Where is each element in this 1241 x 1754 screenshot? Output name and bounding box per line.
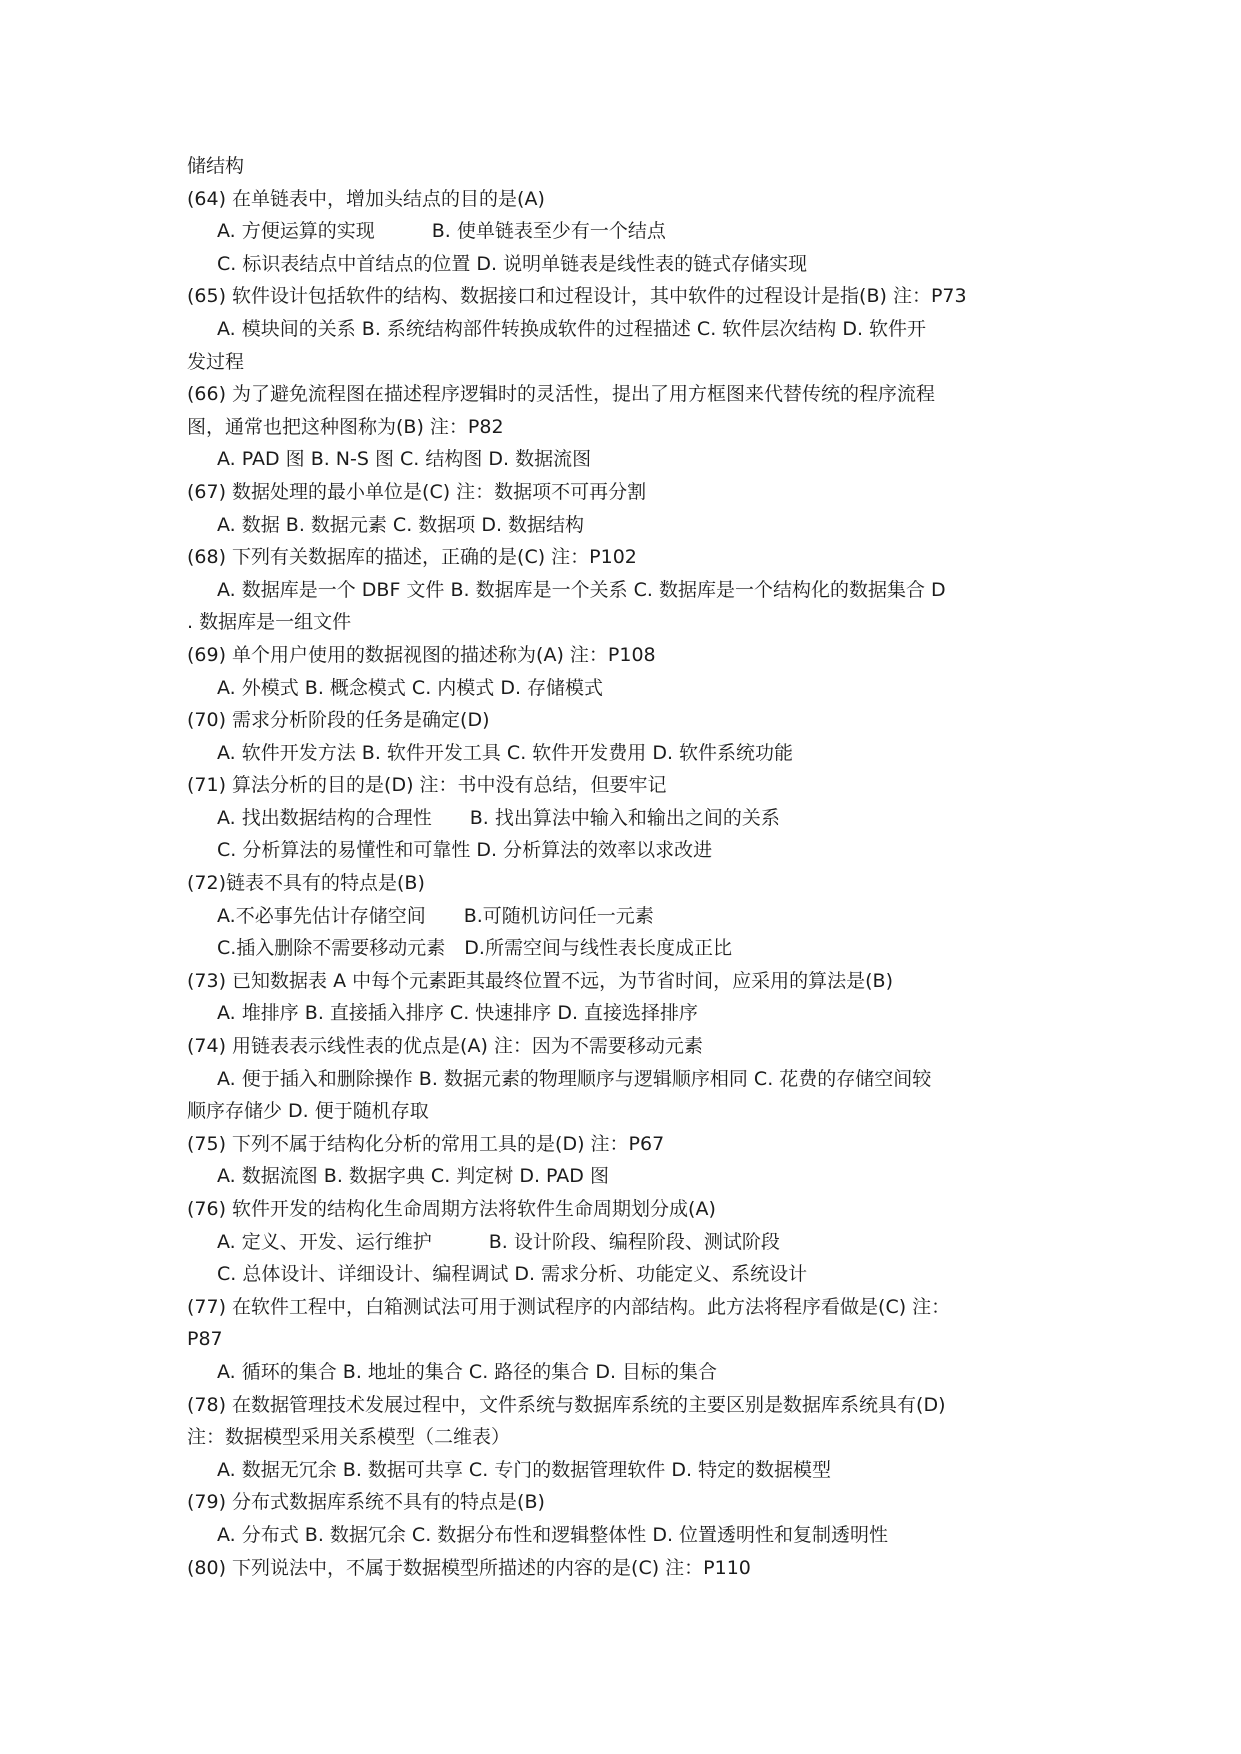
- question-line: (77) 在软件工程中，白箱测试法可用于测试程序的内部结构。此方法将程序看做是(C) 注：: [187, 1295, 951, 1318]
- question-line: (75) 下列不属于结构化分析的常用工具的是(D) 注：P67: [187, 1132, 665, 1155]
- question-line: (67) 数据处理的最小单位是(C) 注：数据项不可再分割: [187, 480, 647, 503]
- question-line: 顺序存储少 D. 便于随机存取: [187, 1100, 429, 1123]
- question-line: 储结构: [187, 155, 245, 177]
- question-line: 注：数据模型采用关系模型（二维表）: [187, 1426, 511, 1449]
- answer-options-line: A. 分布式 B. 数据冗余 C. 数据分布性和逻辑整体性 D. 位置透明性和复制透明性: [217, 1523, 889, 1546]
- answer-options-line: C.插入删除不需要移动元素 D.所需空间与线性表长度成正比: [217, 937, 732, 960]
- question-line: (71) 算法分析的目的是(D) 注：书中没有总结，但要牢记: [187, 774, 667, 797]
- answer-options-line: A. 软件开发方法 B. 软件开发工具 C. 软件开发费用 D. 软件系统功能: [217, 741, 794, 764]
- document-page: [187, 150, 1067, 1584]
- answer-options-line: A. 便于插入和删除操作 B. 数据元素的物理顺序与逻辑顺序相同 C. 花费的存储空间较: [217, 1067, 932, 1090]
- answer-options-line: A. 堆排序 B. 直接插入排序 C. 快速排序 D. 直接选择排序: [217, 1002, 699, 1025]
- question-line: (68) 下列有关数据库的描述，正确的是(C) 注：P102: [187, 546, 637, 569]
- answer-options-line: C. 分析算法的易懂性和可靠性 D. 分析算法的效率以求改进: [217, 839, 713, 862]
- answer-options-line: A. 数据无冗余 B. 数据可共享 C. 专门的数据管理软件 D. 特定的数据模型: [217, 1458, 832, 1481]
- answer-options-line: A. 找出数据结构的合理性 B. 找出算法中输入和输出之间的关系: [217, 806, 780, 829]
- question-line: P87: [187, 1328, 223, 1351]
- answer-options-line: C. 标识表结点中首结点的位置 D. 说明单链表是线性表的链式存储实现: [217, 252, 808, 275]
- question-line: (66) 为了避免流程图在描述程序逻辑时的灵活性，提出了用方框图来代替传统的程序流程: [187, 383, 936, 406]
- answer-options-line: A. PAD 图 B. N-S 图 C. 结构图 D. 数据流图: [217, 448, 592, 471]
- answer-options-line: A. 数据 B. 数据元素 C. 数据项 D. 数据结构: [217, 513, 585, 536]
- answer-options-line: A. 外模式 B. 概念模式 C. 内模式 D. 存储模式: [217, 676, 604, 699]
- answer-options-line: A. 方便运算的实现 B. 使单链表至少有一个结点: [217, 220, 666, 243]
- question-line: (69) 单个用户使用的数据视图的描述称为(A) 注：P108: [187, 643, 656, 666]
- question-line: (73) 已知数据表 A 中每个元素距其最终位置不远，为节省时间，应采用的算法是(B): [187, 969, 893, 992]
- question-line: 图，通常也把这种图称为(B) 注：P82: [187, 415, 504, 438]
- answer-options-line: A. 循环的集合 B. 地址的集合 C. 路径的集合 D. 目标的集合: [217, 1360, 718, 1383]
- answer-options-line: A. 定义、开发、运行维护 B. 设计阶段、编程阶段、测试阶段: [217, 1230, 780, 1253]
- answer-options-line: C. 总体设计、详细设计、编程调试 D. 需求分析、功能定义、系统设计: [217, 1263, 808, 1286]
- question-line: (74) 用链表表示线性表的优点是(A) 注：因为不需要移动元素: [187, 1035, 703, 1058]
- question-line: . 数据库是一组文件: [187, 611, 352, 634]
- question-line: (64) 在单链表中，增加头结点的目的是(A): [187, 187, 545, 210]
- answer-options-line: A. 数据库是一个 DBF 文件 B. 数据库是一个关系 C. 数据库是一个结构化的数据集合 D: [217, 578, 946, 601]
- answer-options-line: A. 模块间的关系 B. 系统结构部件转换成软件的过程描述 C. 软件层次结构 D. 软件开: [217, 317, 927, 340]
- question-line: (78) 在数据管理技术发展过程中，文件系统与数据库系统的主要区别是数据库系统具有(D): [187, 1393, 946, 1416]
- question-line: 发过程: [187, 350, 245, 373]
- answer-options-line: A.不必事先估计存储空间 B.可随机访问任一元素: [217, 904, 654, 927]
- answer-options-line: A. 数据流图 B. 数据字典 C. 判定树 D. PAD 图: [217, 1165, 609, 1188]
- question-line: (65) 软件设计包括软件的结构、数据接口和过程设计，其中软件的过程设计是指(B) 注：P73: [187, 285, 967, 308]
- question-line: (80) 下列说法中，不属于数据模型所描述的内容的是(C) 注：P110: [187, 1556, 751, 1579]
- question-line: (79) 分布式数据库系统不具有的特点是(B): [187, 1491, 545, 1514]
- question-line: (76) 软件开发的结构化生命周期方法将软件生命周期划分成(A): [187, 1198, 716, 1220]
- question-line: (70) 需求分析阶段的任务是确定(D): [187, 709, 490, 732]
- question-line: (72)链表不具有的特点是(B): [187, 872, 425, 895]
